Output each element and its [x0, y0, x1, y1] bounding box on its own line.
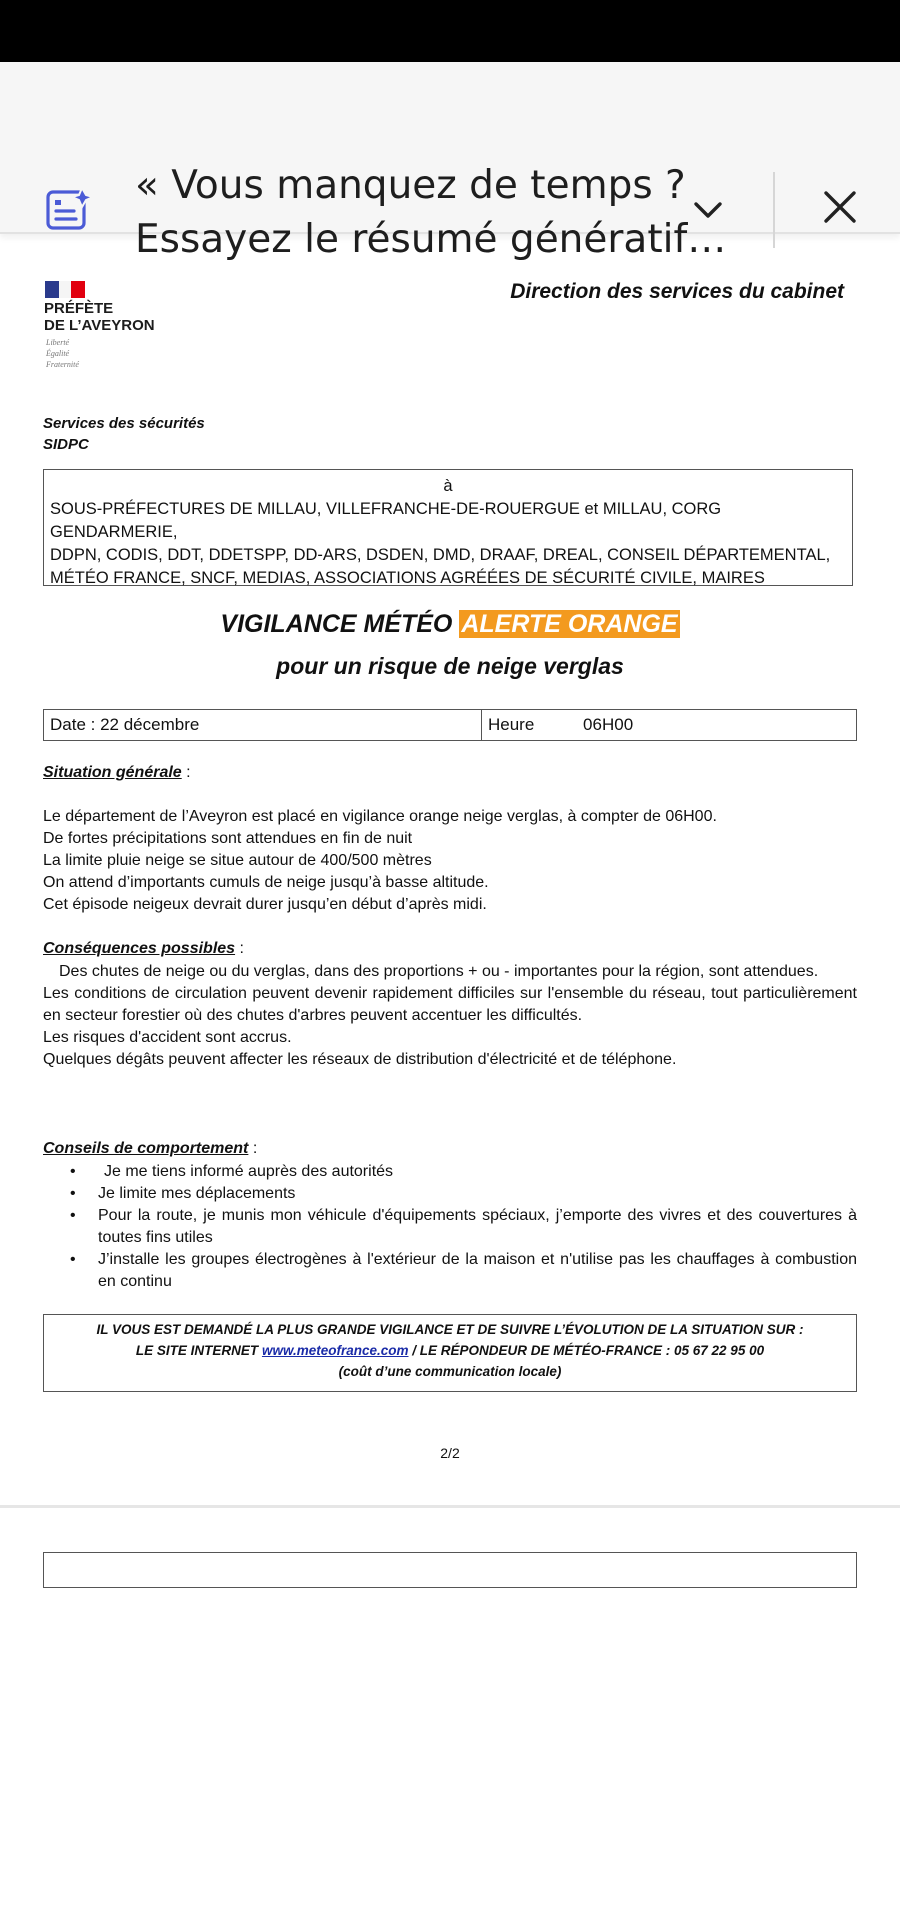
- consequences-text: [43, 961, 857, 1071]
- consequences-heading: [43, 940, 244, 958]
- page-number: 2/2: [440, 1445, 460, 1461]
- date-label: Date :: [50, 715, 96, 734]
- date-value: 22 décembre: [100, 715, 200, 734]
- banner-title[interactable]: [135, 159, 727, 267]
- vigilance-notice-box: [43, 1314, 857, 1392]
- notice-line2: [44, 1340, 856, 1361]
- chevron-down-icon[interactable]: [690, 192, 726, 228]
- consequences-paragraph: Les conditions de circulation peuvent devenir rapidement difficiles sur l'ensemble du réseau, tout particulièrement en secteur forestier où des chutes d'arbres peuvent accentuer les difficultés.: [43, 985, 857, 1024]
- banner-divider: [773, 172, 775, 248]
- recipients-box: [43, 469, 853, 586]
- vigilance-title: [0, 610, 900, 639]
- situation-line: Cet épisode neigeux devrait durer jusqu’en début d’après midi.: [43, 896, 487, 913]
- consequences-title: Conséquences possibles: [43, 940, 236, 957]
- list-item: • Je me tiens informé auprès des autorités: [43, 1161, 857, 1183]
- meteofrance-link[interactable]: www.meteofrance.com: [261, 1343, 409, 1358]
- recipients-line2: DDPN, CODIS, DDT, DDETSPP, DD-ARS, DSDEN, DMD, DRAAF, DREAL, CONSEIL DÉPARTEMENTAL,: [50, 546, 831, 564]
- direction-heading: Direction des services du cabinet: [510, 280, 844, 303]
- vigilance-label: VIGILANCE MÉTÉO: [220, 610, 453, 638]
- recipients-line3: MÉTÉO FRANCE, SNCF, MEDIAS, ASSOCIATIONS AGRÉÉES DE SÉCURITÉ CIVILE, MAIRES: [50, 569, 765, 587]
- conseils-list: [43, 1161, 857, 1293]
- situation-line: Le département de l’Aveyron est placé en vigilance orange neige verglas, à compter de 06H00.: [43, 808, 717, 825]
- consequences-paragraph: Les risques d'accident sont accrus.: [43, 1029, 292, 1046]
- consequences-colon: :: [239, 940, 244, 957]
- banner-title-line2: Essayez le résumé génératif…: [135, 217, 727, 262]
- hour-value: 06H00: [583, 715, 634, 734]
- hour-label: Heure: [488, 715, 535, 734]
- consequences-paragraph: Quelques dégâts peuvent affecter les réseaux de distribution d'électricité et de téléphone.: [43, 1051, 677, 1068]
- close-icon[interactable]: [818, 185, 862, 229]
- ai-summary-banner[interactable]: [0, 62, 900, 262]
- services-line1: Services des sécurités: [43, 415, 205, 432]
- situation-line: De fortes précipitations sont attendues en fin de nuit: [43, 830, 413, 847]
- banner-title-line1: « Vous manquez de temps ?: [135, 163, 686, 208]
- motto-egalite: Égalité: [46, 349, 70, 358]
- notice-line1: IL VOUS EST DEMANDÉ LA PLUS GRANDE VIGILANCE ET DE SUIVRE L’ÉVOLUTION DE LA SITUATION SUR :: [96, 1322, 804, 1337]
- list-item: • Je limite mes déplacements: [43, 1183, 857, 1205]
- page-separator: [0, 1505, 900, 1508]
- situation-heading: [43, 764, 191, 782]
- recipients-line1: SOUS-PRÉFECTURES DE MILLAU, VILLEFRANCHE-DE-ROUERGUE et MILLAU, CORG GENDARMERIE,: [50, 500, 722, 541]
- status-bar: [0, 0, 900, 62]
- services-line2: SIDPC: [43, 436, 89, 453]
- date-time-table: [43, 709, 857, 741]
- logo-motto: [46, 337, 79, 370]
- next-page-box: [43, 1552, 857, 1588]
- list-item: • J’installe les groupes électrogènes à l'extérieur de la maison et n'utilise pas les chauffages à combustion en continu: [43, 1249, 857, 1293]
- list-item: • Pour la route, je munis mon véhicule d'équipements spéciaux, j’emporte des vivres et des couvertures à toutes fins utiles: [43, 1205, 857, 1249]
- marianne-logo-icon: [45, 281, 85, 298]
- notice-line3: (coût d’une communication locale): [338, 1364, 562, 1379]
- services-block: [43, 413, 205, 455]
- logo-line2: DE L’AVEYRON: [44, 317, 155, 334]
- recipients-to: à: [443, 477, 453, 495]
- logo-line1: PRÉFÈTE: [44, 300, 114, 317]
- situation-line: On attend d’importants cumuls de neige jusqu’à basse altitude.: [43, 874, 489, 891]
- ai-summary-icon[interactable]: [46, 185, 96, 231]
- notice-prefix: LE SITE INTERNET: [135, 1343, 259, 1358]
- situation-title: Situation générale: [43, 764, 182, 781]
- time-cell: [482, 710, 856, 740]
- motto-liberte: Liberté: [46, 338, 70, 347]
- situation-colon: :: [186, 764, 191, 781]
- situation-text: [43, 806, 857, 916]
- date-cell: [44, 710, 482, 740]
- conseils-title: Conseils de comportement: [43, 1140, 249, 1157]
- conseils-heading: [43, 1140, 257, 1158]
- alert-orange-badge: ALERTE ORANGE: [461, 610, 678, 638]
- situation-line: La limite pluie neige se situe autour de 400/500 mètres: [43, 852, 432, 869]
- motto-fraternite: Fraternité: [46, 360, 79, 369]
- conseils-colon: :: [252, 1140, 258, 1157]
- consequences-paragraph: Des chutes de neige ou du verglas, dans des proportions + ou - importantes pour la région, sont attendues.: [59, 963, 819, 980]
- prefecture-logo-text: [44, 300, 155, 334]
- vigilance-subtitle: pour un risque de neige verglas: [276, 653, 624, 679]
- notice-suffix: / LE RÉPONDEUR DE MÉTÉO-FRANCE : 05 67 22 95 00: [412, 1343, 765, 1358]
